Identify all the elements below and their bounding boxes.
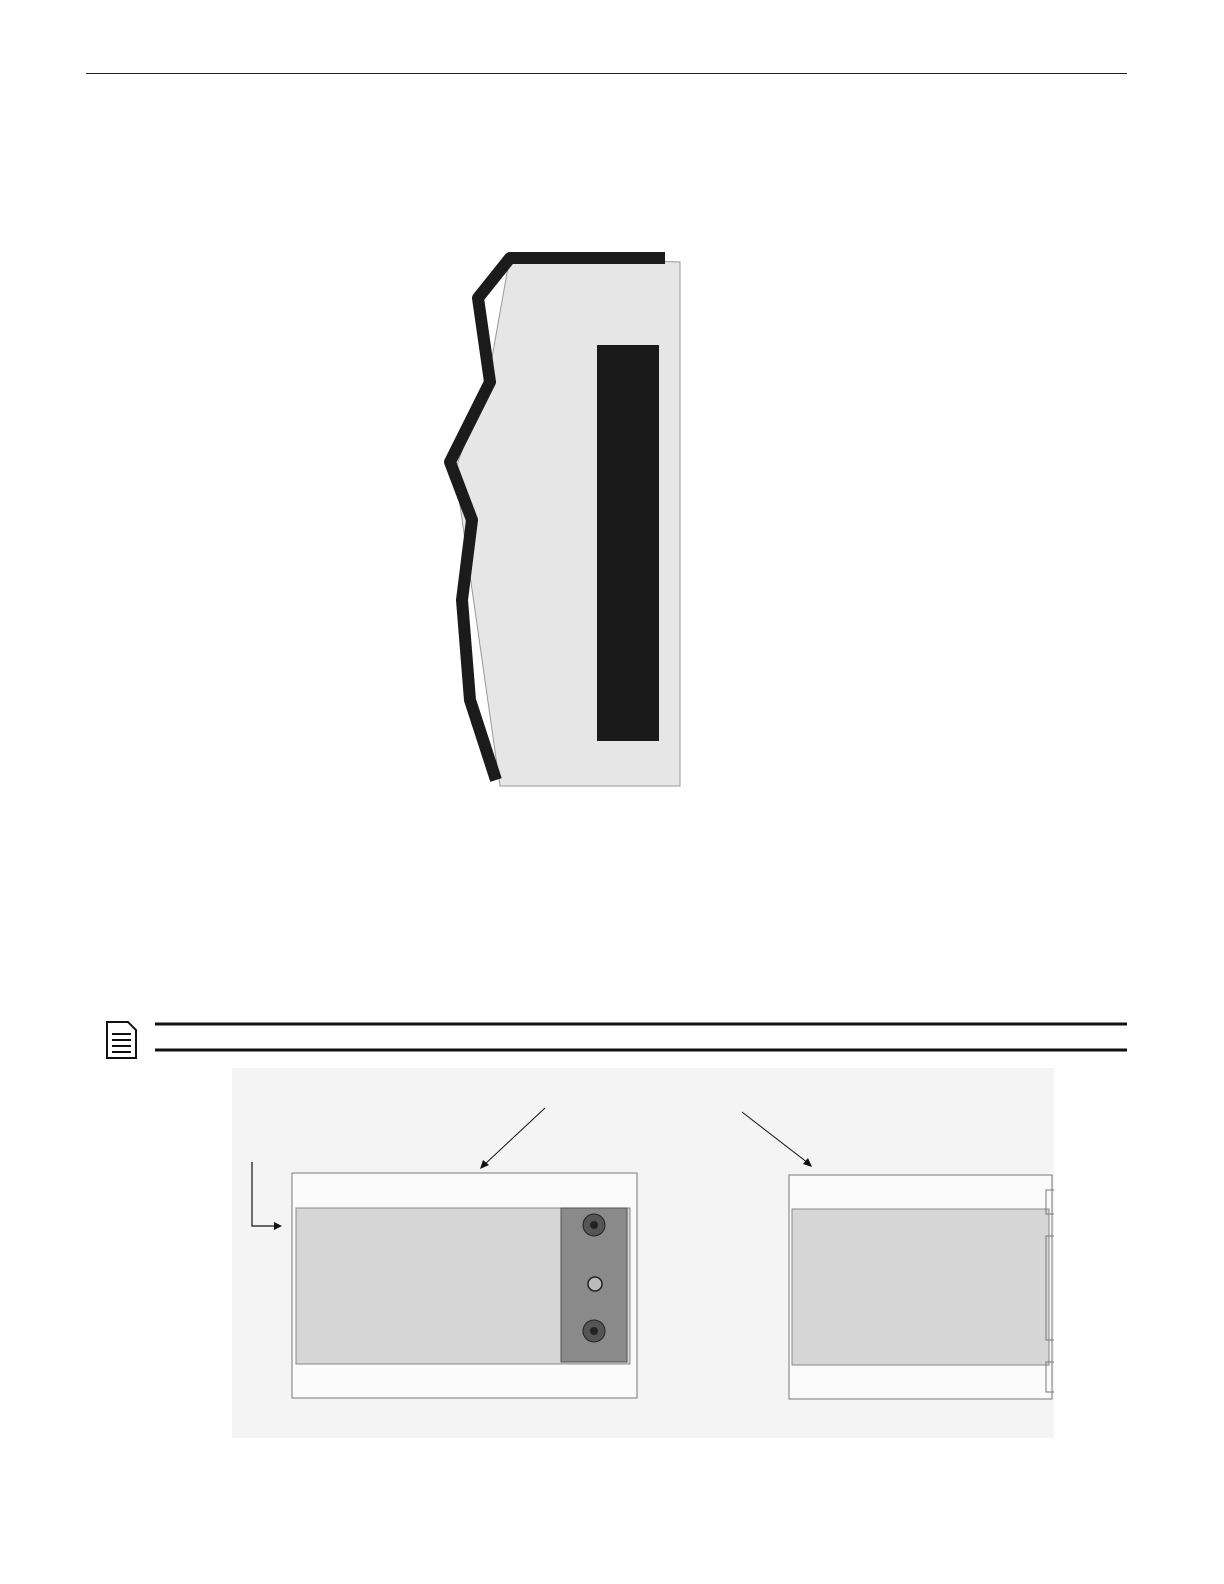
right-board-plexiglass [792, 1209, 1049, 1365]
note-icon [107, 1022, 136, 1058]
trouble-led-icon [588, 1277, 602, 1291]
